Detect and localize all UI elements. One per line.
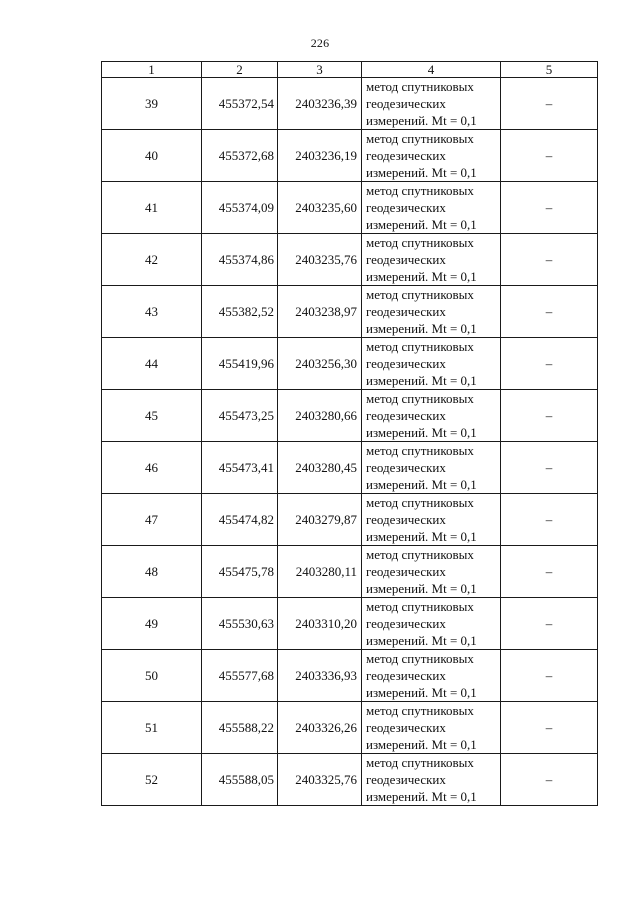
method-text-line: геодезических [366, 356, 446, 371]
cell-point-number: 41 [102, 182, 202, 234]
table-row [102, 182, 598, 234]
cell-method [362, 702, 501, 754]
table-row [102, 650, 598, 702]
cell-coordinate-x: 455473,25 [202, 390, 278, 442]
method-text-line: геодезических [366, 616, 446, 631]
cell-coordinate-y: 2403336,93 [278, 650, 362, 702]
method-text-line: геодезических [366, 148, 446, 163]
table-header-row [102, 62, 598, 78]
cell-note: – [501, 286, 598, 338]
method-text-line: геодезических [366, 96, 446, 111]
table-row [102, 78, 598, 130]
coordinates-table [101, 61, 598, 806]
cell-coordinate-x: 455374,86 [202, 234, 278, 286]
cell-coordinate-y: 2403236,19 [278, 130, 362, 182]
cell-point-number: 44 [102, 338, 202, 390]
cell-point-number: 52 [102, 754, 202, 806]
table-row [102, 702, 598, 754]
table-row [102, 494, 598, 546]
cell-method [362, 390, 501, 442]
cell-coordinate-y: 2403235,76 [278, 234, 362, 286]
cell-coordinate-y: 2403236,39 [278, 78, 362, 130]
method-text-line: метод спутниковых [366, 391, 474, 406]
cell-point-number: 48 [102, 546, 202, 598]
method-text-line: метод спутниковых [366, 547, 474, 562]
cell-method [362, 650, 501, 702]
cell-point-number: 39 [102, 78, 202, 130]
column-header-y: 3 [278, 62, 362, 78]
cell-coordinate-y: 2403280,45 [278, 442, 362, 494]
cell-coordinate-y: 2403256,30 [278, 338, 362, 390]
cell-method [362, 130, 501, 182]
table-row [102, 754, 598, 806]
method-text-line: метод спутниковых [366, 287, 474, 302]
cell-coordinate-y: 2403279,87 [278, 494, 362, 546]
cell-coordinate-x: 455474,82 [202, 494, 278, 546]
method-text-line: измерений. Mt = 0,1 [366, 737, 477, 752]
method-text-line: метод спутниковых [366, 131, 474, 146]
cell-coordinate-y: 2403280,66 [278, 390, 362, 442]
table-row [102, 286, 598, 338]
cell-coordinate-y: 2403280,11 [278, 546, 362, 598]
cell-note: – [501, 390, 598, 442]
cell-coordinate-x: 455382,52 [202, 286, 278, 338]
method-text-line: метод спутниковых [366, 443, 474, 458]
method-text-line: измерений. Mt = 0,1 [366, 217, 477, 232]
cell-method [362, 494, 501, 546]
method-text-line: измерений. Mt = 0,1 [366, 321, 477, 336]
method-text-line: геодезических [366, 772, 446, 787]
cell-coordinate-y: 2403326,26 [278, 702, 362, 754]
cell-coordinate-x: 455577,68 [202, 650, 278, 702]
method-text-line: метод спутниковых [366, 183, 474, 198]
cell-point-number: 45 [102, 390, 202, 442]
method-text-line: геодезических [366, 252, 446, 267]
table-row [102, 338, 598, 390]
cell-point-number: 42 [102, 234, 202, 286]
table-row [102, 598, 598, 650]
method-text-line: геодезических [366, 564, 446, 579]
cell-note: – [501, 182, 598, 234]
cell-method [362, 234, 501, 286]
cell-method [362, 598, 501, 650]
method-text-line: измерений. Mt = 0,1 [366, 633, 477, 648]
method-text-line: измерений. Mt = 0,1 [366, 373, 477, 388]
method-text-line: измерений. Mt = 0,1 [366, 425, 477, 440]
cell-coordinate-x: 455372,54 [202, 78, 278, 130]
cell-coordinate-x: 455372,68 [202, 130, 278, 182]
table-row [102, 390, 598, 442]
cell-note: – [501, 598, 598, 650]
method-text-line: геодезических [366, 460, 446, 475]
method-text-line: метод спутниковых [366, 495, 474, 510]
column-header-method: 4 [362, 62, 501, 78]
table-body [102, 78, 598, 806]
cell-point-number: 51 [102, 702, 202, 754]
cell-note: – [501, 78, 598, 130]
cell-coordinate-y: 2403238,97 [278, 286, 362, 338]
cell-point-number: 40 [102, 130, 202, 182]
cell-coordinate-x: 455374,09 [202, 182, 278, 234]
cell-note: – [501, 650, 598, 702]
cell-note: – [501, 754, 598, 806]
method-text-line: измерений. Mt = 0,1 [366, 477, 477, 492]
method-text-line: измерений. Mt = 0,1 [366, 113, 477, 128]
cell-note: – [501, 702, 598, 754]
column-header-note: 5 [501, 62, 598, 78]
method-text-line: измерений. Mt = 0,1 [366, 165, 477, 180]
table-row [102, 130, 598, 182]
cell-note: – [501, 442, 598, 494]
method-text-line: измерений. Mt = 0,1 [366, 581, 477, 596]
method-text-line: геодезических [366, 200, 446, 215]
column-header-point: 1 [102, 62, 202, 78]
method-text-line: измерений. Mt = 0,1 [366, 789, 477, 804]
method-text-line: измерений. Mt = 0,1 [366, 269, 477, 284]
cell-coordinate-y: 2403325,76 [278, 754, 362, 806]
method-text-line: метод спутниковых [366, 235, 474, 250]
method-text-line: метод спутниковых [366, 79, 474, 94]
cell-method [362, 78, 501, 130]
cell-point-number: 43 [102, 286, 202, 338]
method-text-line: метод спутниковых [366, 339, 474, 354]
method-text-line: метод спутниковых [366, 651, 474, 666]
cell-coordinate-x: 455588,05 [202, 754, 278, 806]
column-header-x: 2 [202, 62, 278, 78]
cell-note: – [501, 234, 598, 286]
cell-method [362, 546, 501, 598]
cell-method [362, 286, 501, 338]
cell-point-number: 46 [102, 442, 202, 494]
cell-point-number: 50 [102, 650, 202, 702]
cell-coordinate-x: 455473,41 [202, 442, 278, 494]
cell-coordinate-x: 455475,78 [202, 546, 278, 598]
cell-coordinate-x: 455419,96 [202, 338, 278, 390]
cell-method [362, 442, 501, 494]
cell-note: – [501, 130, 598, 182]
method-text-line: геодезических [366, 304, 446, 319]
cell-note: – [501, 338, 598, 390]
method-text-line: измерений. Mt = 0,1 [366, 685, 477, 700]
cell-point-number: 49 [102, 598, 202, 650]
method-text-line: метод спутниковых [366, 755, 474, 770]
table-row [102, 546, 598, 598]
cell-coordinate-x: 455530,63 [202, 598, 278, 650]
method-text-line: измерений. Mt = 0,1 [366, 529, 477, 544]
cell-note: – [501, 546, 598, 598]
cell-note: – [501, 494, 598, 546]
method-text-line: метод спутниковых [366, 599, 474, 614]
cell-coordinate-y: 2403310,20 [278, 598, 362, 650]
table-row [102, 442, 598, 494]
cell-method [362, 338, 501, 390]
cell-coordinate-y: 2403235,60 [278, 182, 362, 234]
cell-coordinate-x: 455588,22 [202, 702, 278, 754]
cell-method [362, 754, 501, 806]
method-text-line: метод спутниковых [366, 703, 474, 718]
method-text-line: геодезических [366, 408, 446, 423]
method-text-line: геодезических [366, 720, 446, 735]
table-row [102, 234, 598, 286]
method-text-line: геодезических [366, 512, 446, 527]
method-text-line: геодезических [366, 668, 446, 683]
cell-method [362, 182, 501, 234]
cell-point-number: 47 [102, 494, 202, 546]
page-number: 226 [310, 36, 330, 50]
